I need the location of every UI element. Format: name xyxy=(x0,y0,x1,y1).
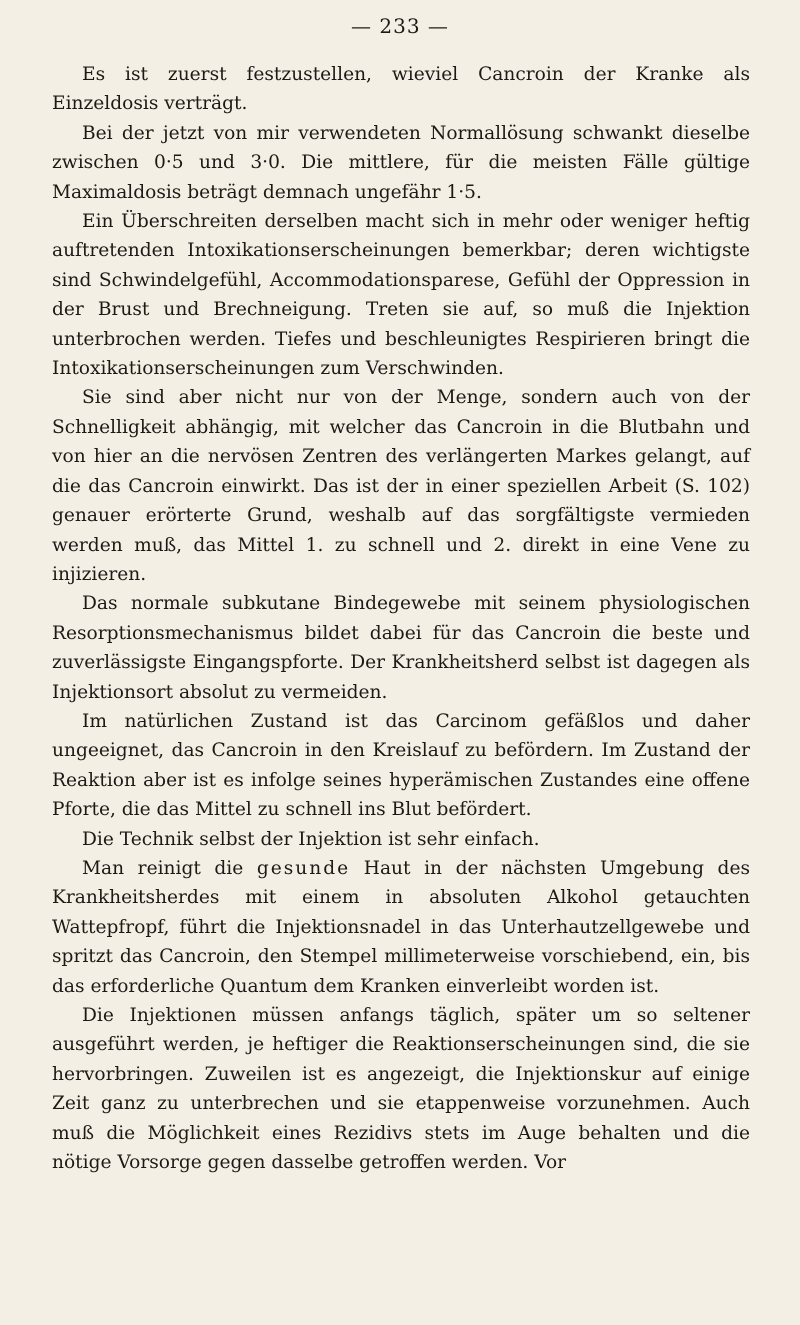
paragraph-normal-solution: Bei der jetzt von mir verwendeten Normallösung schwankt dieselbe zwischen 0·5 und 3·0. Die mittlere, für die meisten Fälle gültige Maximaldosis beträgt demnach ungefähr 1·5. xyxy=(52,122,750,203)
page-number: — 233 — xyxy=(351,14,449,38)
paragraph-technique xyxy=(52,854,750,1001)
technique-text-end: Haut in der nächsten Umgebung des Krankheitsherdes mit einem in absoluten Alkohol getauchten Wattepfropf, führt die Injektionsnadel in das Unterhautzellgewebe und spritzt das Cancroin, den Stempel millimeterweise vorschiebend, ein, bis das erforderliche Quantum dem Kranken einverleibt worden ist. xyxy=(52,857,751,997)
paragraph-technique-intro: Die Technik selbst der Injektion ist sehr einfach. xyxy=(82,828,540,850)
paragraph-tolerated-dose: Es ist zuerst festzustellen, wieviel Cancroin der Kranke als Einzeldosis verträgt. xyxy=(52,64,750,115)
technique-text-start: Man reinigt die xyxy=(82,857,257,879)
emphasis-gesunde: gesunde xyxy=(256,857,351,879)
paragraph-speed-dependence: Sie sind aber nicht nur von der Menge, sondern auch von der Schnelligkeit abhängig, mit welcher das Cancroin in die Blutbahn und von hier an die nervösen Zentren des verlängerten Markes gelangt, auf die das Cancroin einwirkt. Das ist der in einer speziellen Arbeit (S. 102) genauer erörterte Grund, weshalb auf das sorgfältigste vermieden werden muß, das Mittel 1. zu schnell und 2. direkt in eine Vene zu injizieren. xyxy=(52,387,750,585)
paragraph-subcutaneous-tissue: Das normale subkutane Bindegewebe mit seinem physiologischen Resorptionsmechanismus bildet dabei für das Cancroin die beste und zuverlässigste Eingangspforte. Der Krankheitsherd selbst ist dagegen als Injektionsort absolut zu vermeiden. xyxy=(52,593,750,703)
body-text xyxy=(52,60,750,1177)
paragraph-injection-schedule: Die Injektionen müssen anfangs täglich, später um so seltener ausgeführt werden, je heftiger die Reaktionserscheinungen sind, die sie hervorbringen. Zuweilen ist es angezeigt, die Injektionskur auf einige Zeit ganz zu unterbrechen und sie etappenweise vorzunehmen. Auch muß die Möglichkeit eines Rezidivs stets im Auge behalten und die nötige Vorsorge gegen dasselbe getroffen werden. Vor xyxy=(52,1005,750,1174)
paragraph-intoxication: Ein Überschreiten derselben macht sich in mehr oder weniger heftig auftretenden Intoxikationserscheinungen bemerkbar; deren wichtigste sind Schwindelgefühl, Accommodationsparese, Gefühl der Oppression in der Brust und Brechneigung. Treten sie auf, so muß die Injektion unterbrochen werden. Tiefes und beschleunigtes Respirieren bringt die Intoxikationserscheinungen zum Verschwinden. xyxy=(52,211,750,380)
paragraph-carcinoma-state: Im natürlichen Zustand ist das Carcinom gefäßlos und daher ungeeignet, das Cancroin in den Kreislauf zu befördern. Im Zustand der Reaktion aber ist es infolge seines hyperämischen Zustandes eine offene Pforte, die das Mittel zu schnell ins Blut befördert. xyxy=(52,710,750,821)
